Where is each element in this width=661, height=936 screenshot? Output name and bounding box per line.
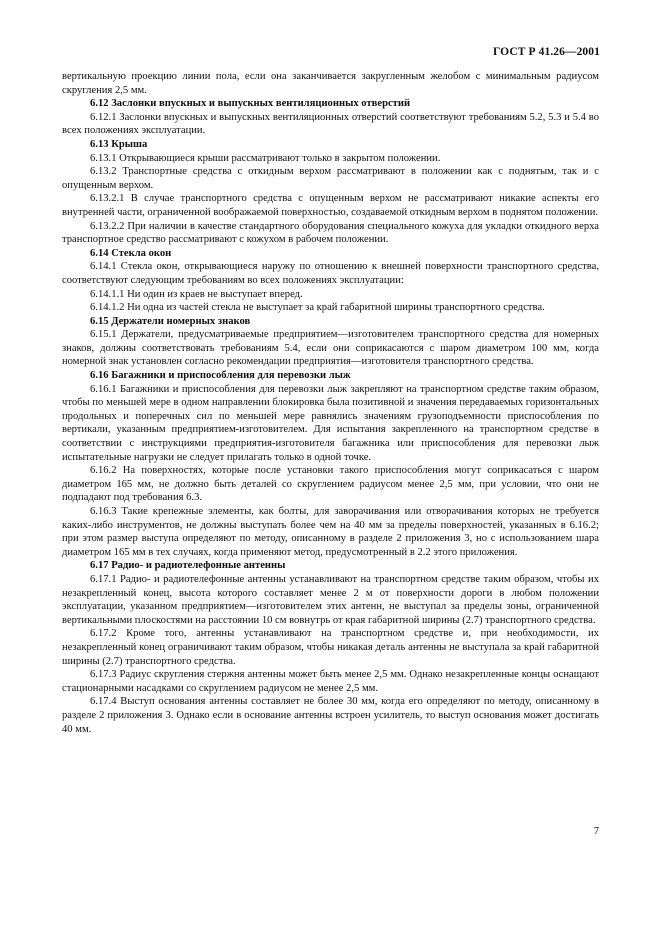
section-heading-6-15: 6.15 Держатели номерных знаков [90,315,251,327]
paragraph-6-17-4: 6.17.4 Выступ основания антенны составляет не более 30 мм, когда его определяют по методу, описанному в разделе 2 приложения 3. Однако если в основание антенны встроен усилитель, то выступ основания может достигать 40 мм. [62,696,599,735]
section-heading-6-13: 6.13 Крыша [90,138,148,150]
section-heading-6-17: 6.17 Радио- и радиотелефонные антенны [90,560,286,572]
paragraph-6-13-1: 6.13.1 Открывающиеся крыши рассматривают только в закрытом положении. [90,152,441,164]
paragraph-6-13-2-1: 6.13.2.1 В случае транспортного средства с опущенным верхом не рассматривают никакие аспекты его внутренней части, ограниченной воображаемой поверхностью, создаваемой откидным верхом в поднятом положении. [62,193,599,218]
paragraph-6-16-2: 6.16.2 На поверхностях, которые после установки такого приспособления могут соприкасаться с шаром диаметром 165 мм, не должно быть деталей со скруглением радиусом менее 2,5 мм, при условии, что они не подпадают под требования 6.3. [62,465,599,504]
paragraph-6-16-1: 6.16.1 Багажники и приспособления для перевозки лыж закрепляют на транспортном средстве таким образом, чтобы по меньшей мере в одном направлении блокировка была позитивной и значения передаваемых горизонтальных продольных и поперечных сил по меньшей мере равнялись значениям грузоподъемности приспособления по вертикали, указанным предприятием-изготовителем. Для испытания закрепленного на транспортном средстве в соответствии с инструкциями предприятия-изготовителя багажника или приспособления для перевозки лыж испытательные нагрузки не следует прилагать только в одной точке. [62,383,599,463]
paragraph-6-16-3: 6.16.3 Такие крепежные элементы, как болты, для заворачивания или отворачивания которых не требуется каких-либо инструментов, не должны выступать более чем на 40 мм за пределы поверхностей, указанных в 6.16.2; при этом размер выступа определяют по методу, описанному в разделе 2 приложения 3, но с использованием шара диаметром 165 мм в тех случаях, когда применяют метод, предусмотренный в 2.2 этого приложения. [62,506,599,558]
paragraph-6-14-1-1: 6.14.1.1 Ни один из краев не выступает вперед. [90,288,303,300]
document-header: ГОСТ Р 41.26—2001 [493,46,600,58]
paragraph-6-17-3: 6.17.3 Радиус скругления стержня антенны может быть менее 2,5 мм. Однако незакрепленные концы оснащают стационарными насадками со скруглением радиусом не менее 2,5 мм. [62,669,599,694]
paragraph-intro: вертикальную проекцию линии пола, если она заканчивается закругленным желобом с минимальным радиусом скругления 2,5 мм. [62,71,599,96]
page-content [62,70,599,736]
section-heading-6-16: 6.16 Багажники и приспособления для перевозки лыж [90,370,351,382]
paragraph-6-17-1: 6.17.1 Радио- и радиотелефонные антенны устанавливают на транспортном средстве таким образом, чтобы их незакрепленный конец, высота которого составляет менее 2 м от поверхности дороги в любом положении эксплуатации, указанном предприятием—изготовителем этих антенн, не выступал за пределы зоны, ограниченной вертикальными плоскостями на расстоянии 10 см вовнутрь от края габаритной ширины (2.7) транспортного средства. [62,573,599,626]
paragraph-6-14-1-2: 6.14.1.2 Ни одна из частей стекла не выступает за край габаритной ширины транспортного средства. [90,302,545,314]
paragraph-6-13-2-2: 6.13.2.2 При наличии в качестве стандартного оборудования специального кожуха для укладки откидного верха транспортное средство рассматривают с кожухом в рабочем положении. [62,220,599,246]
paragraph-6-15-1: 6.15.1 Держатели, предусматриваемые предприятием—изготовителем транспортного средства для номерных знаков, должны соответствовать требованиям 5.4, если они соприкасаются с шаром диаметром 100 мм, когда номерной знак установлен согласно рекомендации предприятия—изготовителя транспортного средства. [62,329,599,368]
page-number: 7 [593,826,599,837]
paragraph-6-17-2: 6.17.2 Кроме того, антенны устанавливают на транспортном средстве и, при необходимости, их незакрепленный конец ограничивают таким образом, чтобы никакая деталь антенны не выступала за край габаритной ширины (2.7) транспортного средства. [62,628,599,667]
paragraph-6-14-1: 6.14.1 Стекла окон, открывающиеся наружу по отношению к внешней поверхности транспортного средства, соответствуют следующим требованиям во всех положениях эксплуатации: [62,261,599,286]
paragraph-6-12-1: 6.12.1 Заслонки впускных и выпускных вентиляционных отверстий соответствуют требованиям 5.2, 5.3 и 5.4 во всех положениях эксплуатации. [62,111,599,137]
section-heading-6-12: 6.12 Заслонки впускных и выпускных вентиляционных отверстий [90,98,411,110]
paragraph-6-13-2: 6.13.2 Транспортные средства с откидным верхом рассматривают в положении как с поднятым, так и с опущенным верхом. [62,166,599,191]
section-heading-6-14: 6.14 Стекла окон [90,247,172,259]
